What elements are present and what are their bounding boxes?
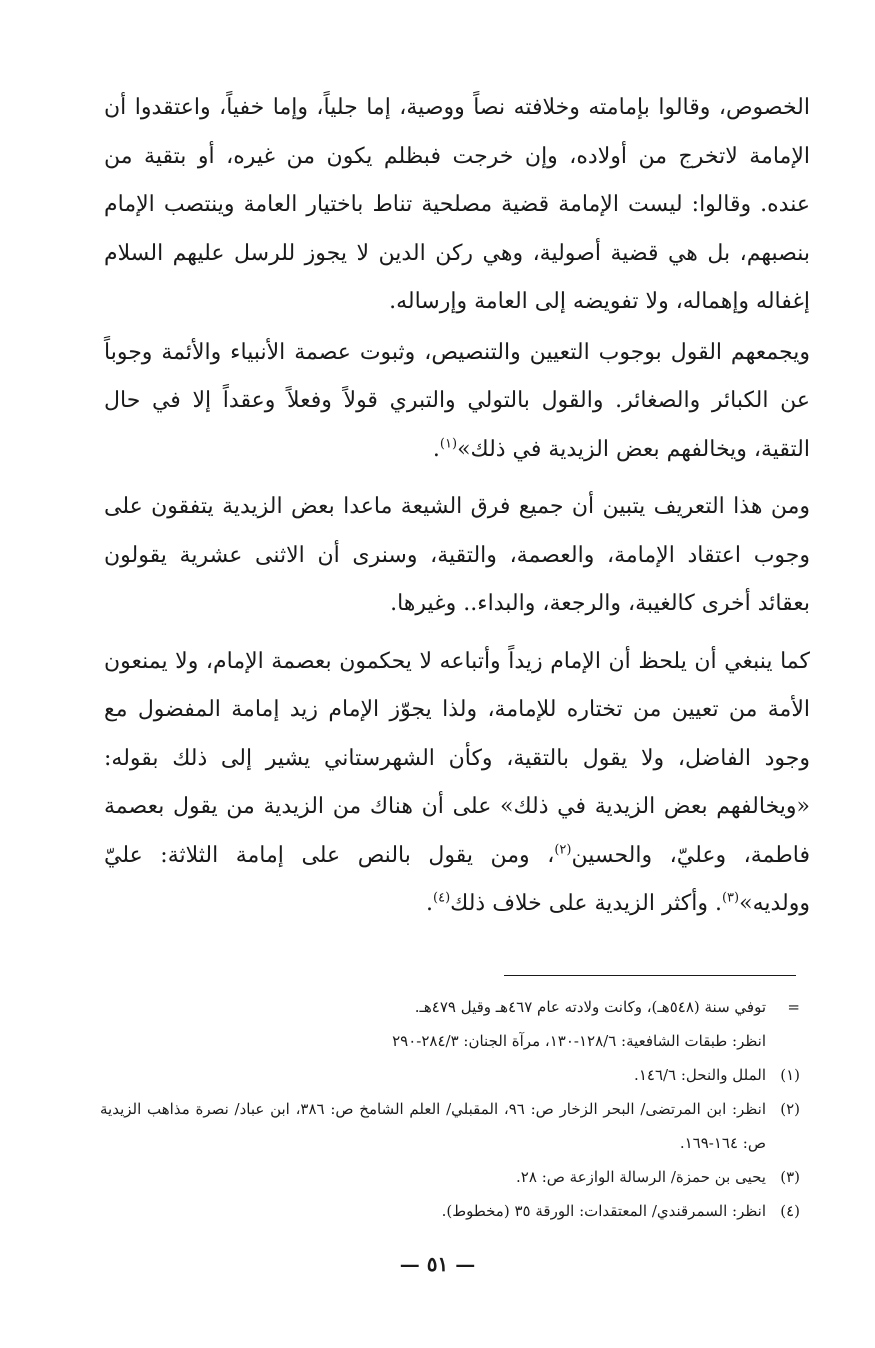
paragraph-4 xyxy=(104,638,810,929)
footnote-2 xyxy=(100,1092,800,1160)
footnote-separator xyxy=(504,975,796,976)
paragraph-1 xyxy=(104,84,810,327)
footnote-text: انظر: السمرقندي/ المعتقدات: الورقة ٣٥ (مخطوط). xyxy=(441,1202,766,1220)
footnote-marker: (٤) xyxy=(780,1202,800,1220)
paragraph-1-text: الخصوص، وقالوا بإمامته وخلافته نصاً ووصية، إما جلياً، وإما خفياً، واعتقدوا أن الإمامة لاتخرج من أولاده، وإن خرجت فبظلم يكون من غيره، أو بتقية من عنده. وقالوا: ليست الإمامة قضية مصلحية تناط باختيار العامة وينتصب الإمام بنصبهم، بل هي قضية أصولية، وهي ركن الدين لا يجوز للرسل عليهم السلام إغفاله وإهماله، ولا تفويضه إلى العامة وإرساله. xyxy=(104,95,810,314)
footnote-marker: = xyxy=(787,998,800,1016)
footnote-text: انظر: ابن المرتضى/ البحر الزخار ص: ٩٦، المقبلي/ العلم الشامخ ص: ٣٨٦، ابن عباد/ نصرة مذاهب الزيدية ص: ١٦٤-١٦٩. xyxy=(100,1100,766,1152)
paragraph-4-mid: ، ومن يقول بالنص على إمامة الثلاثة: عليّ وولديه» xyxy=(104,842,810,916)
footnote-continued-line xyxy=(100,1024,800,1058)
paragraph-4-mid2: . وأكثر الزيدية على خلاف ذلك xyxy=(450,891,722,916)
footnote-1 xyxy=(100,1058,800,1092)
footnote-4 xyxy=(100,1194,800,1228)
footnote-marker: (٣) xyxy=(780,1168,800,1186)
footnote-text: يحيى بن حمزة/ الرسالة الوازعة ص: ٢٨. xyxy=(516,1168,766,1186)
footnote-marker: (١) xyxy=(780,1066,800,1084)
footnote-ref-3[interactable]: (٣) xyxy=(721,890,740,906)
paragraph-2-tail: . xyxy=(432,436,440,462)
footnote-continued xyxy=(100,990,800,1024)
footnote-text: الملل والنحل: ١٤٦/٦. xyxy=(634,1066,766,1084)
main-text xyxy=(104,84,810,929)
page-number: — ٥١ — xyxy=(399,1252,476,1276)
paragraph-3-text: ومن هذا التعريف يتبين أن جميع فرق الشيعة ماعدا بعض الزيدية يتفقون على وجوب اعتقاد الإمامة، والعصمة، والتقية، وسنرى أن الاثنى عشرية يقولون بعقائد أخرى كالغيبة، والرجعة، والبداء.. وغيرها. xyxy=(104,494,810,616)
footnote-text: انظر: طبقات الشافعية: ١٢٨/٦-١٣٠، مرآة الجنان: ٢٨٤/٣-٢٩٠ xyxy=(392,1032,766,1050)
paragraph-3 xyxy=(104,483,810,629)
paragraph-4-tail: . xyxy=(426,891,434,916)
footnote-marker: (٢) xyxy=(780,1100,800,1118)
paragraph-4-text: كما ينبغي أن يلحظ أن الإمام زيداً وأتباعه لا يحكمون بعصمة الإمام، ولا يمنعون الأمة من تعيين من تختاره للإمامة، ولذا يجوّز الإمام زيد إمامة المفضول مع وجود الفاضل، ولا يقول بالتقية، وكأن الشهرستاني يشير إلى ذلك بقوله: «ويخالفهم بعض الزيدية في ذلك» على أن هناك من الزيدية من يقول بعصمة فاطمة، وعليّ، والحسين xyxy=(104,648,810,868)
footnotes xyxy=(100,990,800,1228)
footnote-ref-1[interactable]: (١) xyxy=(439,436,458,452)
paragraph-2 xyxy=(104,329,810,475)
footnote-ref-4[interactable]: (٤) xyxy=(433,890,451,906)
footnote-text: توفي سنة (٥٤٨هـ)، وكانت ولادته عام ٤٦٧هـ وقيل ٤٧٩هـ. xyxy=(414,998,766,1016)
footnote-3 xyxy=(100,1160,800,1194)
paragraph-2-text: ويجمعهم القول بوجوب التعيين والتنصيص، وثبوت عصمة الأنبياء والأئمة وجوباً عن الكبائر والصغائر. والقول بالتولي والتبري قولاً وفعلاً وعقداً إلا في حال التقية، ويخالفهم بعض الزيدية في ذلك» xyxy=(104,339,811,462)
footnote-ref-2[interactable]: (٢) xyxy=(554,842,572,858)
